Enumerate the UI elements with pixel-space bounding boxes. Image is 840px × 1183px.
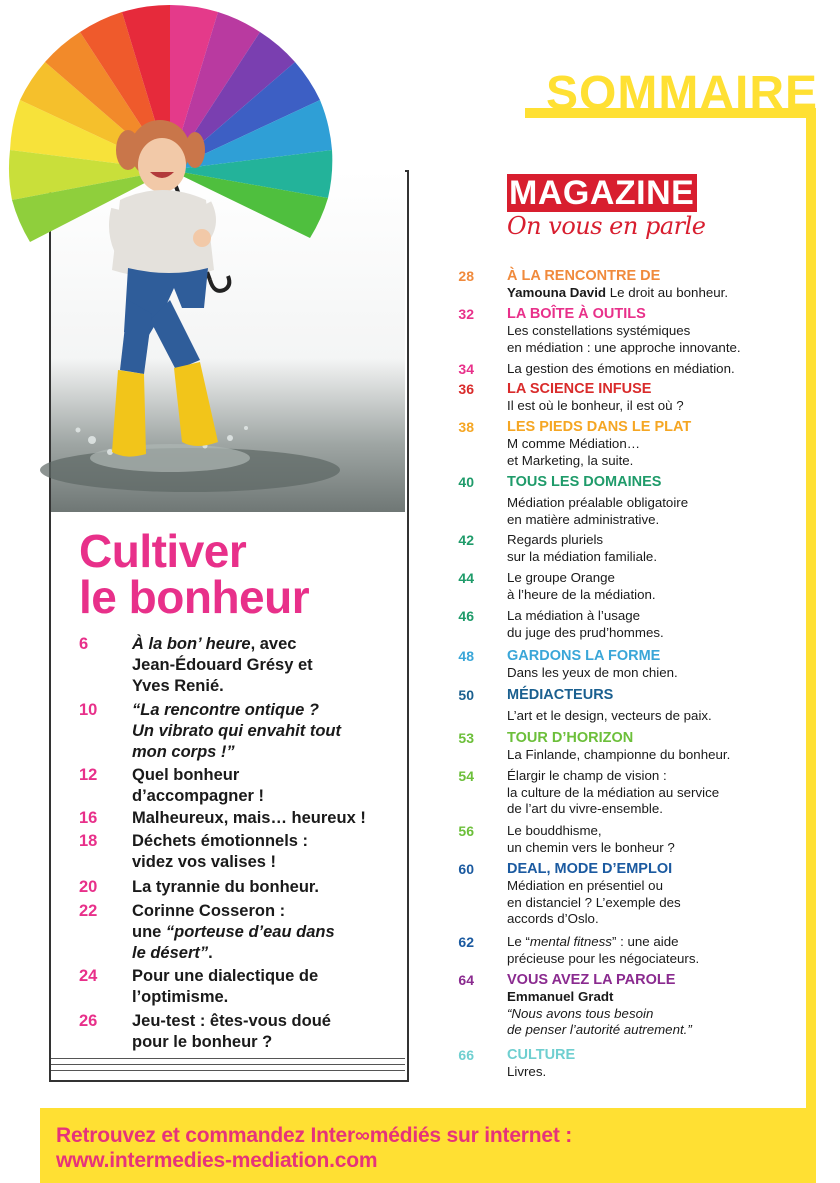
toc-line: un chemin vers le bonheur ? [507,839,675,855]
feature-item-10[interactable] [79,700,341,763]
toc-line: du juge des prud’hommes. [507,624,664,640]
item-text-em: Un vibrato qui envahit tout [132,722,341,740]
toc-entry-body [507,381,787,415]
toc-entry-body [507,972,787,1039]
page-number: 26 [79,1012,98,1030]
page-number: 12 [79,766,98,784]
item-text: , avec [250,635,297,653]
item-text: Malheureux, mais… heureux ! [132,809,366,827]
item-text: Déchets émotionnels : [132,832,309,850]
toc-section-heading: TOUR D’HORIZON [507,730,634,746]
toc-page-number: 53 [458,730,474,746]
toc-line: “Nous avons tous besoin [507,1005,654,1021]
item-text: videz vos valises ! [132,853,276,871]
toc-page-number: 54 [458,768,474,784]
item-text: Corinne Cosseron : [132,902,286,920]
toc-line: Emmanuel Gradt [507,989,614,1004]
toc-section-heading: TOUS LES DOMAINES [507,474,662,490]
frame-right-bar [806,118,816,1118]
toc-entry-body [507,861,787,928]
toc-line: sur la médiation familiale. [507,548,658,564]
toc-section-heading: LES PIEDS DANS LE PLAT [507,419,692,435]
page-number: 20 [79,878,98,896]
toc-section-heading: À LA RENCONTRE DE [507,268,661,284]
toc-line: précieuse pour les négociateurs. [507,950,700,966]
toc-line: en distanciel ? L’exemple des [507,894,681,910]
toc-section-heading: DEAL, MODE D’EMPLOI [507,861,673,877]
magazine-title: MAGAZINE [507,174,697,212]
feature-item-22[interactable] [79,901,335,964]
item-text: d’accompagner ! [132,787,265,805]
toc-entry-body [507,687,787,725]
toc-entry-body [507,648,787,682]
toc-line: Livres. [507,1064,547,1079]
toc-line: à l’heure de la médiation. [507,586,656,602]
feature-item-20[interactable] [79,877,319,898]
toc-page-number: 40 [458,474,474,490]
toc-entry-body [507,823,787,856]
toc-line: accords d’Oslo. [507,911,599,926]
feature-item-26[interactable] [79,1011,331,1053]
website-link[interactable]: www.intermedies-mediation.com [56,1149,378,1172]
item-text-em: À la bon’ heure [132,635,251,653]
toc-page-number: 34 [458,361,474,377]
page-number: 10 [79,701,98,719]
feature-title [79,525,310,623]
toc-entry-body [507,268,787,302]
footer-banner [40,1108,816,1183]
toc-section-heading: GARDONS LA FORME [507,648,661,664]
toc-page-number: 38 [458,419,474,435]
magazine-header [507,174,705,240]
toc-entry-body [507,361,787,378]
feature-item-12[interactable] [79,765,264,807]
toc-line: Le bouddhisme, [507,823,602,838]
toc-line: La gestion des émotions en médiation. [507,361,735,376]
item-text: Pour une dialectique de [132,967,319,985]
item-text: Jeu-test : êtes-vous doué [132,1012,331,1030]
toc-page-number: 66 [458,1047,474,1063]
toc-page-number: 62 [458,934,474,950]
toc-line: Médiation préalable obligatoire [507,495,689,510]
toc-line: et Marketing, la suite. [507,452,634,468]
toc-page-number: 56 [458,823,474,839]
toc-entry-body [507,934,787,967]
toc-entry-body [507,608,787,641]
toc-line: en médiation : une approche innovante. [507,339,741,355]
magazine-subtitle: On vous en parle [507,212,706,240]
toc-section-heading: VOUS AVEZ LA PAROLE [507,972,676,988]
item-text-em: le désert” [132,944,209,962]
page-number: 24 [79,967,98,985]
toc-line: Yamouna David Le droit au bonheur. [507,285,729,300]
page-number: 16 [79,809,98,827]
page-number: 22 [79,902,98,920]
item-text: La tyrannie du bonheur. [132,878,320,896]
toc-line: Le groupe Orange [507,570,615,585]
toc-line: Médiation en présentiel ou [507,878,663,893]
cover-photo [0,0,420,512]
toc-entry-body [507,570,787,603]
toc-line: L’art et le design, vecteurs de paix. [507,708,712,723]
toc-entry-body [507,1047,787,1081]
toc-section-heading: LA SCIENCE INFUSE [507,381,652,397]
toc-page-number: 36 [458,381,474,397]
item-text: une [132,923,166,941]
item-text: pour le bonheur ? [132,1033,273,1051]
toc-section-heading: LA BOÎTE À OUTILS [507,306,646,322]
toc-line: Regards pluriels [507,532,604,547]
toc-line: M comme Médiation… [507,436,641,451]
toc-section-heading: MÉDIACTEURS [507,687,614,703]
toc-section-heading: CULTURE [507,1047,576,1063]
page-number: 18 [79,832,98,850]
toc-entry-body [507,730,787,764]
toc-line: Les constellations systémiques [507,323,691,338]
banner-text: Retrouvez et commandez Inter∞médiés sur internet : [56,1124,573,1147]
toc-line: La Finlande, championne du bonheur. [507,747,731,762]
item-text: Jean-Édouard Grésy et [132,656,313,674]
feature-item-18[interactable] [79,831,308,873]
toc-entry-body [507,768,787,818]
toc-line: en matière administrative. [507,511,660,527]
toc-page-number: 44 [458,570,474,586]
toc-page-number: 48 [458,648,474,664]
toc-entry-body [507,419,787,469]
toc-line: Le “mental fitness” : une aide [507,934,679,949]
feature-title-line2: le bonheur [79,571,310,623]
page-title: SOMMAIRE [546,67,818,120]
item-text-em: mon corps !” [132,743,235,761]
toc-line: Dans les yeux de mon chien. [507,665,678,680]
toc-line: La médiation à l’usage [507,608,641,623]
item-text: l’optimisme. [132,988,229,1006]
item-text-em: “porteuse d’eau dans [165,923,335,941]
toc-line: Élargir le champ de vision : [507,768,667,783]
toc-page-number: 60 [458,861,474,877]
toc-line: la culture de la médiation au service [507,784,720,800]
toc-line: de l’art du vivre-ensemble. [507,801,663,816]
feature-item-24[interactable] [79,966,318,1008]
toc-line: de penser l’autorité autrement.” [507,1022,692,1037]
item-text-em: “La rencontre ontique ? [132,701,320,719]
toc-page-number: 46 [458,608,474,624]
toc-entry-body [507,306,787,356]
item-text: Quel bonheur [132,766,240,784]
feature-title-line1: Cultiver [79,525,247,577]
toc-page-number: 28 [458,268,474,284]
toc-page-number: 64 [458,972,474,988]
item-text: . [208,944,213,962]
toc-entry-body [507,474,787,528]
toc-line: Il est où le bonheur, il est où ? [507,398,684,413]
feature-item-6[interactable] [79,634,313,697]
toc-page-number: 42 [458,532,474,548]
toc-entry-body [507,532,787,565]
toc-page-number: 32 [458,306,474,322]
feature-item-16[interactable] [79,808,366,829]
toc-page-number: 50 [458,687,474,703]
page-number: 6 [79,635,89,653]
item-text: Yves Renié. [132,677,224,695]
